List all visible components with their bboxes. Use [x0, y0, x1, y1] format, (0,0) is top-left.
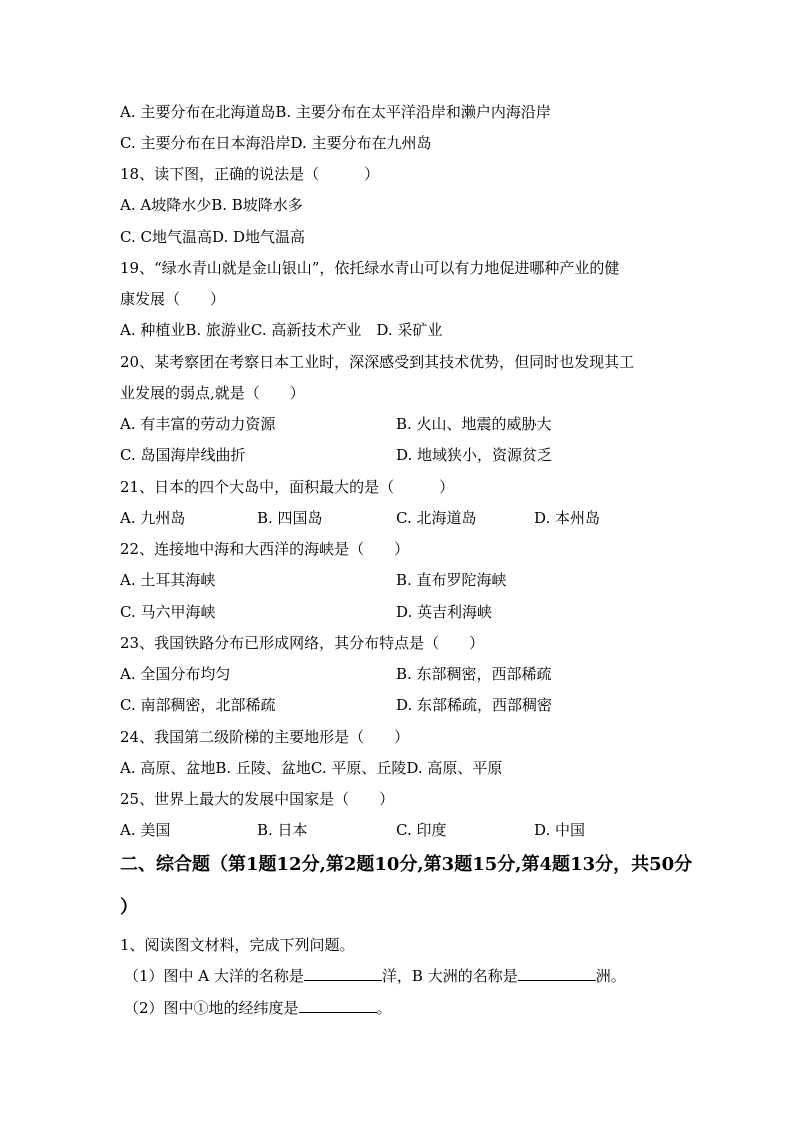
c1-part2-blank[interactable] [299, 998, 377, 1013]
c1-part1-blank-b[interactable] [518, 966, 596, 981]
q24-options: A. 高原、盆地B. 丘陵、盆地C. 平原、丘陵D. 高原、平原 [120, 759, 503, 777]
q20-option-b: B. 火山、地震的威胁大 [396, 415, 552, 433]
q21-option-a: A. 九州岛 [120, 509, 186, 527]
q21-option-d: D. 本州岛 [534, 509, 601, 527]
q22-option-d: D. 英吉利海峡 [396, 603, 493, 621]
q17-options-row1: A. 主要分布在北海道岛B. 主要分布在太平洋沿岸和濑户内海沿岸 [120, 103, 551, 121]
q25-option-d: D. 中国 [534, 821, 586, 839]
q19-stem-line1: 19、“绿水青山就是金山银山”，依托绿水青山可以有力地促进哪种产业的健 [120, 259, 620, 277]
q22-option-c: C. 马六甲海峡 [120, 603, 216, 621]
q20-stem-line2: 业发展的弱点,就是（ ） [120, 384, 305, 402]
q20-option-a: A. 有丰富的劳动力资源 [120, 415, 276, 433]
c1-part1-text-a: （1）图中 A 大洋的名称是 [124, 967, 304, 985]
q23-stem: 23、我国铁路分布已形成网络，其分布特点是（ ） [120, 634, 485, 652]
q17-options-row2: C. 主要分布在日本海沿岸D. 主要分布在九州岛 [120, 134, 432, 152]
q20-option-c: C. 岛国海岸线曲折 [120, 446, 246, 464]
q22-option-a: A. 土耳其海峡 [120, 571, 216, 589]
q18-stem: 18、读下图，正确的说法是（ ） [120, 165, 380, 183]
q22-option-b: B. 直布罗陀海峡 [396, 571, 507, 589]
section2-heading-line2: ） [120, 897, 138, 918]
q25-option-a: A. 美国 [120, 821, 171, 839]
q22-stem: 22、连接地中海和大西洋的海峡是（ ） [120, 540, 410, 558]
q18-options-row2: C. C地气温高D. D地气温高 [120, 228, 306, 246]
q25-option-c: C. 印度 [396, 821, 447, 839]
q25-option-b: B. 日本 [257, 821, 308, 839]
q23-option-d: D. 东部稀疏，西部稠密 [396, 696, 553, 714]
q18-options-row1: A. A坡降水少B. B坡降水多 [120, 196, 303, 214]
q25-stem: 25、世界上最大的发展中国家是（ ） [120, 790, 395, 808]
c1-part2-text-a: （2）图中①地的经纬度是 [124, 999, 299, 1017]
c1-stem: 1、阅读图文材料，完成下列问题。 [120, 936, 355, 954]
c1-part1-text-c: 洲。 [595, 967, 626, 985]
section2-heading-line1: 二、综合题（第1题12分,第2题10分,第3题15分,第4题13分，共50分 [120, 854, 693, 875]
q19-stem-line2: 康发展（ ） [120, 290, 226, 308]
q23-option-c: C. 南部稠密，北部稀疏 [120, 696, 276, 714]
c1-part2-text-b: 。 [376, 999, 392, 1017]
c1-part1 [124, 966, 684, 986]
c1-part2 [124, 998, 684, 1018]
c1-part1-blank-a[interactable] [304, 966, 382, 981]
q23-option-b: B. 东部稠密，西部稀疏 [396, 665, 552, 683]
q20-option-d: D. 地域狭小，资源贫乏 [396, 446, 553, 464]
q21-option-c: C. 北海道岛 [396, 509, 477, 527]
c1-part1-text-b: 洋，B 大洲的名称是 [381, 967, 518, 985]
q24-stem: 24、我国第二级阶梯的主要地形是（ ） [120, 728, 410, 746]
q21-option-b: B. 四国岛 [257, 509, 323, 527]
q19-options: A. 种植业B. 旅游业C. 高新技术产业 D. 采矿业 [120, 321, 443, 339]
q20-stem-line1: 20、某考察团在考察日本工业时，深深感受到其技术优势，但同时也发现其工 [120, 353, 635, 371]
q21-stem: 21、日本的四个大岛中，面积最大的是（ ） [120, 478, 455, 496]
q23-option-a: A. 全国分布均匀 [120, 665, 231, 683]
